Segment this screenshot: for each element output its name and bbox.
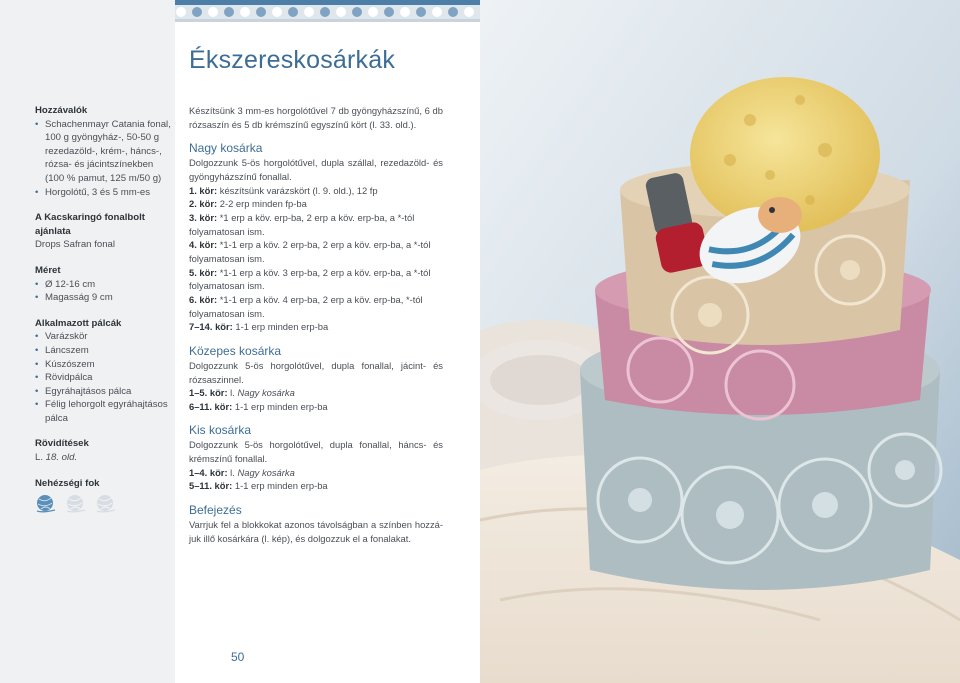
list-item: • Ø 12-16 cm [35,278,173,292]
pattern-row: 6–11. kör: 1-1 erp minden erp-ba [189,400,328,412]
stitches-list [35,330,173,425]
pattern-row: 3. kör: *1 erp a köv. erp-ba, 2 erp a köv. erp-ba, a *-tól folyamatosan ism. [189,211,415,237]
medium-desc: Dolgozzunk 5-ös horgolótűvel, dupla fonallal, jácint- és rózsaszinnel. [189,359,443,385]
abbrev-text: L. 18. old. [35,452,78,464]
list-item: • Horgolótű, 3 és 5 mm-es [35,186,173,200]
finish-text: Varrjuk fel a blokkokat azonos távolságban a színben hozzá-juk illő kosárkára (l. kép), és dolgozzuk el a fonalakat. [189,519,443,544]
list-item: • Egyráhajtásos pálca [35,385,173,399]
difficulty-heading: Nehézségi fok [35,477,100,489]
list-item: • Félig lehorgolt egyráhajtásos pálca [35,398,173,425]
yarn-ball-icon [95,494,117,514]
difficulty-rating [35,494,173,514]
small-desc: Dolgozzunk 5-ös horgolótűvel, dupla fonallal, háncs- és krémszínű fonallal. [189,439,443,465]
size-list [35,278,173,305]
shop-text: Drops Safran fonal [35,239,115,251]
pattern-row: 5. kör: *1-1 erp a köv. 3 erp-ba, 2 erp a köv. erp-ba, a *-tól folyamatosan ism. [189,266,431,292]
section-heading-big: Nagy kosárka [189,141,263,156]
pattern-row: 1–5. kör: l. Nagy kosárka [189,387,295,399]
list-item: • Varázskör [35,330,173,344]
pattern-row: 5–11. kör: 1-1 erp minden erp-ba [189,480,328,492]
sidebar [35,104,173,514]
size-heading: Méret [35,264,61,276]
list-item: • Rövidpálca [35,371,173,385]
section-heading-medium: Közepes kosárka [189,343,282,358]
big-desc: Dolgozzunk 5-ös horgolótűvel, dupla szállal, rezedazöld- és gyöngyházszínű fonallal. [189,157,443,182]
pattern-row: 2. kör: 2-2 erp minden fp-ba [189,198,307,210]
intro-text: Készítsünk 3 mm-es horgolótűvel 7 db gyöngyházszínű, 6 db rózsaszín és 5 db krémszínű egyszínű kört (l. 33. old.). [189,105,443,130]
stitches-heading: Alkalmazott pálcák [35,317,122,329]
list-item: • Schachenmayr Catania fonal, 100 g gyöngyház-, 50-50 g rezedazöld-, krém-, háncs-, rózsa- és jácintszínekben (100 % pamut, 125 m/50 g) [35,118,173,186]
page-title: Ékszereskosárkák [189,46,396,74]
list-item: • Magasság 9 cm [35,291,173,305]
pattern-row: 6. kör: *1-1 erp a köv. 4 erp-ba, 2 erp a köv. erp-ba, *-tól folyamatosan ism. [189,293,423,319]
list-item: • Kúszószem [35,358,173,372]
yarn-ball-icon [65,494,87,514]
materials-list [35,118,173,200]
list-item: • Láncszem [35,344,173,358]
pattern-row: 7–14. kör: 1-1 erp minden erp-ba [189,321,329,333]
baskets-photo [480,0,960,683]
pattern-row: 4. kör: *1-1 erp a köv. 2 erp-ba, 2 erp a köv. erp-ba, a *-tól folyamatosan ism. [189,239,431,264]
materials-heading: Hozzávalók [35,105,88,116]
instructions [189,104,443,545]
pattern-row: 1–4. kör: l. Nagy kosárka [189,466,295,478]
pattern-row: 1. kör: készítsünk varázskört (l. 9. old.), 12 fp [189,184,378,196]
section-heading-small: Kis kosárka [189,423,252,438]
yarn-ball-icon [35,494,57,514]
shop-heading: A Kacskaringó fonalbolt ajánlata [35,212,145,237]
decorative-crochet-band [175,0,480,22]
abbrev-heading: Rövidítések [35,438,89,450]
page-number: 50 [231,650,245,664]
section-heading-finish: Befejezés [189,503,242,518]
